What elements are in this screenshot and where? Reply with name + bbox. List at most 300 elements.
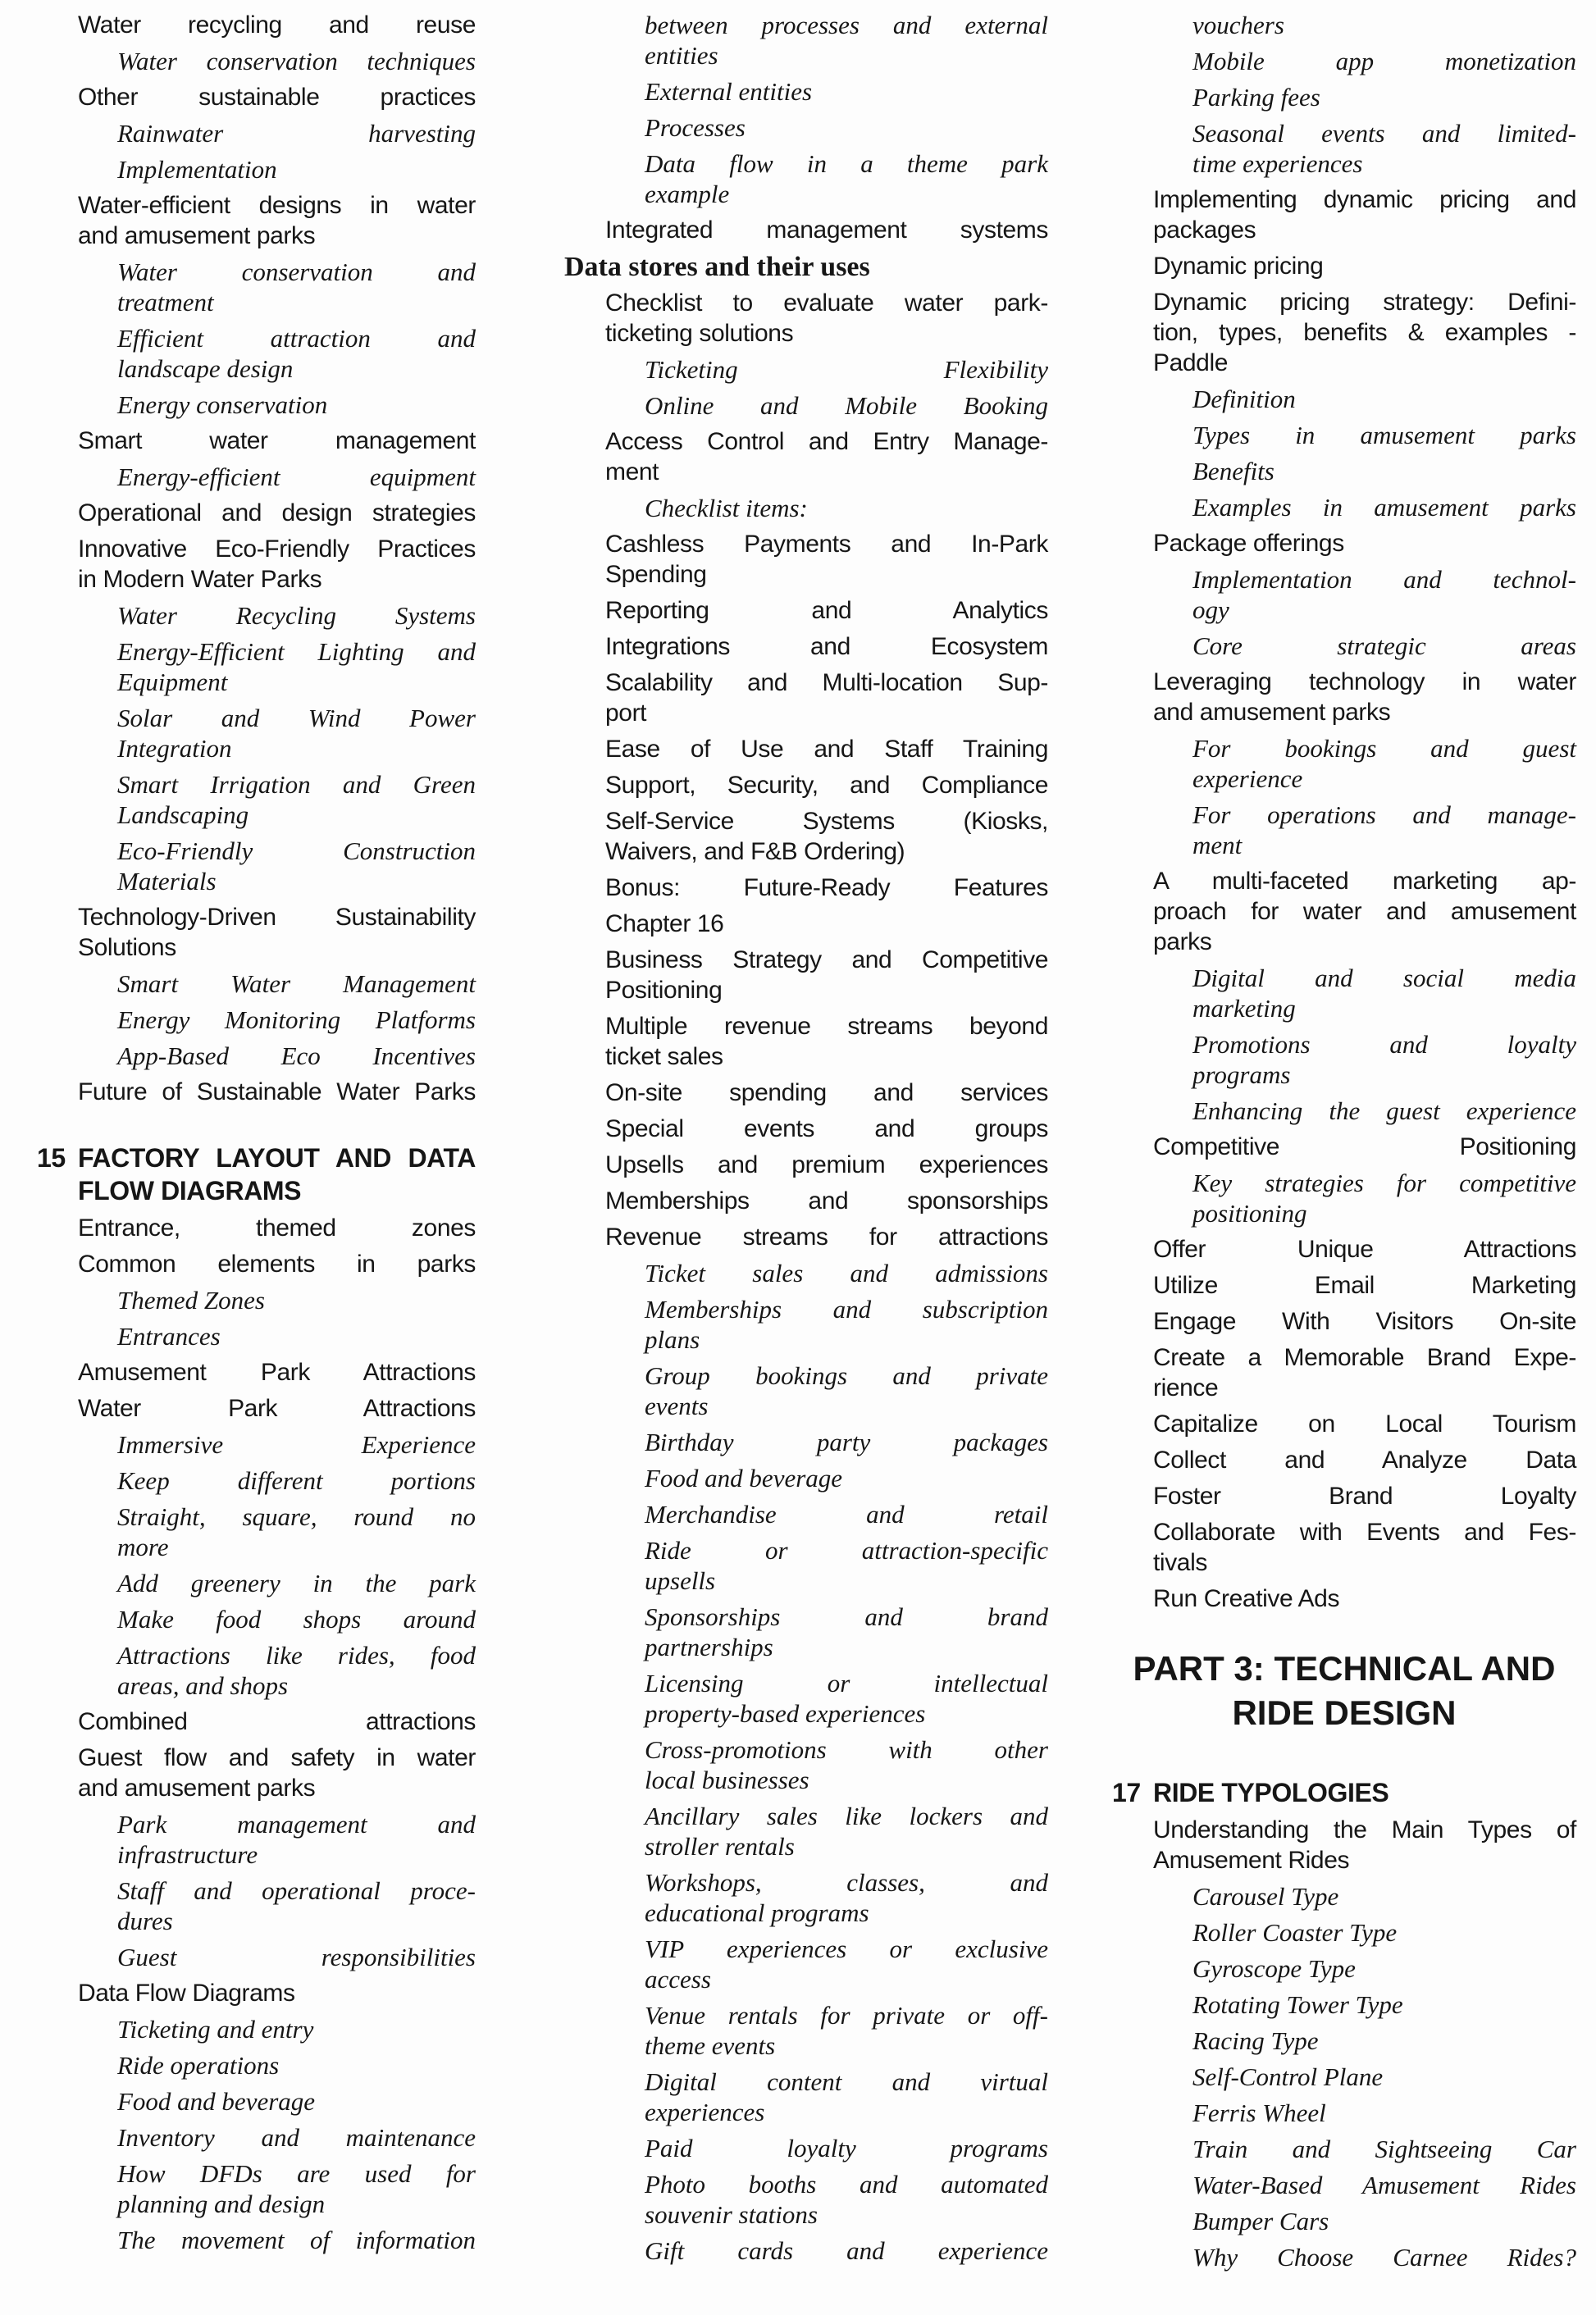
toc-line: Integration (117, 734, 232, 763)
toc-line: Food and beverage (117, 2087, 316, 2116)
toc-column-right (1112, 10, 1576, 2278)
toc-subentry (1112, 46, 1576, 76)
toc-subentry (1112, 456, 1576, 486)
toc-subentry (37, 1640, 476, 1701)
toc-subentry (37, 2158, 476, 2219)
toc-line: Racing Type (1192, 2026, 1319, 2055)
toc-subentry (1112, 2062, 1576, 2092)
toc-subentry (564, 2169, 1048, 2230)
toc-line: Business Strategy and Competitive (605, 946, 1048, 973)
toc-line: Workshops, classes, and (645, 1868, 1048, 1897)
toc-subentry (37, 636, 476, 697)
toc-line: Self-Service Systems (Kiosks, (605, 808, 1048, 835)
toc-line: Data stores and their uses (564, 252, 870, 282)
toc-line: Efficient attraction and (117, 324, 476, 353)
toc-line: Water conservation techniques (117, 47, 476, 75)
toc-line: PART 3: TECHNICAL AND (1133, 1649, 1556, 1688)
toc-line: Rainwater harvesting (117, 119, 476, 148)
toc-line: tivals (1153, 1549, 1207, 1576)
toc-line: port (605, 700, 647, 727)
toc-line: For operations and manage- (1192, 800, 1576, 829)
toc-subentry (564, 2067, 1048, 2127)
toc-subentry (37, 1041, 476, 1071)
toc-line: Ease of Use and Staff Training (605, 736, 1048, 763)
toc-line: Roller Coaster Type (1192, 1918, 1398, 1947)
toc-line: Guest responsibilities (117, 1943, 476, 1971)
toc-entry (37, 426, 476, 456)
toc-line: local businesses (645, 1766, 809, 1794)
toc-line: Mobile app monetization (1192, 47, 1576, 75)
toc-line: Materials (117, 867, 217, 895)
toc-line: Entrances (117, 1322, 221, 1351)
toc-line: Energy-Efficient Lighting and (117, 637, 476, 666)
toc-entry (1112, 667, 1576, 727)
toc-line: souvenir stations (645, 2200, 818, 2229)
toc-subentry (1112, 963, 1576, 1023)
toc-subentry (1112, 631, 1576, 661)
toc-entry (1112, 1445, 1576, 1475)
toc-line: Ticketing and entry (117, 2015, 314, 2044)
toc-line: Implementation (117, 155, 277, 184)
toc-subentry (37, 118, 476, 148)
toc-entry (564, 631, 1048, 662)
toc-line: Future of Sustainable Water Parks (78, 1078, 476, 1105)
toc-entry (37, 1249, 476, 1279)
toc-line: experiences (645, 2098, 765, 2126)
toc-line: Implementing dynamic pricing and (1153, 186, 1576, 213)
toc-line: Venue rentals for private or off- (645, 2001, 1048, 2030)
toc-line: Water Recycling Systems (117, 601, 476, 630)
toc-line: ment (1192, 831, 1243, 859)
toc-subentry (1112, 82, 1576, 112)
toc-entry (564, 529, 1048, 590)
toc-entry (37, 1357, 476, 1388)
toc-line: Bonus: Future-Ready Features (605, 874, 1048, 901)
toc-line: RIDE DESIGN (1232, 1693, 1457, 1732)
toc-subentry (1112, 2026, 1576, 2056)
toc-line: Online and Mobile Booking (645, 391, 1048, 420)
toc-line: Common elements in parks (78, 1251, 476, 1278)
toc-subentry (37, 600, 476, 631)
toc-subentry (37, 769, 476, 830)
toc-subentry (564, 1602, 1048, 1662)
toc-line: Why Choose Carnee Rides? (1192, 2243, 1576, 2272)
toc-line: Ride operations (117, 2051, 280, 2080)
toc-line: Understanding the Main Types of (1153, 1816, 1576, 1843)
toc-entry (37, 82, 476, 112)
toc-line: Special events and groups (605, 1115, 1048, 1142)
toc-subentry (1112, 1029, 1576, 1090)
toc-line: Carousel Type (1192, 1882, 1339, 1911)
toc-subentry (1112, 1917, 1576, 1948)
toc-subentry (564, 1668, 1048, 1729)
toc-subentry (1112, 800, 1576, 860)
toc-line: Eco-Friendly Construction (117, 836, 476, 865)
toc-entry (37, 1213, 476, 1243)
toc-entry (564, 1222, 1048, 1252)
toc-line: Birthday party packages (645, 1428, 1048, 1456)
toc-line: programs (1192, 1060, 1291, 1089)
toc-subentry (37, 1465, 476, 1496)
toc-line: treatment (117, 288, 214, 317)
toc-subentry (37, 1875, 476, 1936)
toc-line: Access Control and Entry Manage- (605, 428, 1048, 455)
toc-line: ticket sales (605, 1043, 723, 1070)
toc-subentry (37, 1502, 476, 1562)
toc-line: dures (117, 1907, 173, 1935)
toc-line: Key strategies for competitive (1192, 1169, 1576, 1197)
toc-line: areas, and shops (117, 1671, 289, 1700)
toc-line: Train and Sightseeing Car (1192, 2135, 1576, 2163)
toc-line: Group bookings and private (645, 1361, 1048, 1390)
toc-line: educational programs (645, 1898, 869, 1927)
toc-entry (1112, 1234, 1576, 1265)
toc-subentry (1112, 384, 1576, 414)
toc-line: ogy (1192, 595, 1229, 624)
toc-line: Attractions like rides, food (117, 1641, 476, 1670)
toc-line: Memberships and subscription (645, 1295, 1048, 1324)
toc-line: Energy conservation (117, 390, 328, 419)
toc-line: Digital content and virtual (645, 2067, 1048, 2096)
toc-subentry (564, 1294, 1048, 1355)
toc-line: Add greenery in the park (117, 1569, 476, 1597)
toc-subentry (37, 1568, 476, 1598)
toc-subentry (564, 2000, 1048, 2061)
toc-line: Scalability and Multi-location Sup- (605, 669, 1048, 696)
toc-line: FACTORY LAYOUT AND DATA (78, 1143, 476, 1173)
toc-line: Data flow in a theme park (645, 149, 1048, 178)
toc-entry (564, 288, 1048, 349)
toc-line: Revenue streams for attractions (605, 1224, 1048, 1251)
toc-line: Types in amusement parks (1192, 421, 1576, 449)
toc-line: Energy-efficient equipment (117, 463, 476, 491)
toc-line: Leveraging technology in water (1153, 668, 1576, 695)
toc-entry (564, 1011, 1048, 1072)
toc-subentry (1112, 492, 1576, 522)
toc-subentry (37, 323, 476, 384)
toc-line: in Modern Water Parks (78, 566, 322, 593)
toc-line: Straight, square, round no (117, 1502, 476, 1531)
toc-line: planning and design (117, 2190, 326, 2218)
toc-line: positioning (1192, 1199, 1307, 1228)
toc-line: Data Flow Diagrams (78, 1980, 295, 2007)
toc-subentry (37, 2050, 476, 2080)
toc-line: Water-Based Amusement Rides (1192, 2171, 1576, 2199)
toc-line: parks (1153, 928, 1212, 955)
toc-line: time experiences (1192, 149, 1363, 178)
toc-subentry (564, 2235, 1048, 2266)
toc-subentry (37, 1285, 476, 1315)
toc-entry (1112, 1584, 1576, 1614)
toc-line: Engage With Visitors On-site (1153, 1308, 1576, 1335)
toc-subentry (564, 1499, 1048, 1529)
toc-line: packages (1153, 216, 1256, 244)
toc-line: Reporting and Analytics (605, 597, 1048, 624)
toc-line: FLOW DIAGRAMS (78, 1176, 302, 1205)
toc-subentry (1112, 1168, 1576, 1228)
toc-entry (1112, 185, 1576, 245)
toc-line: Ride or attraction-specific (645, 1536, 1048, 1565)
toc-subentry (564, 2133, 1048, 2163)
toc-subentry (564, 10, 1048, 71)
toc-line: Multiple revenue streams beyond (605, 1013, 1048, 1040)
toc-line: access (645, 1965, 711, 1994)
toc-line: Sponsorships and brand (645, 1602, 1048, 1631)
toc-line: Themed Zones (117, 1286, 265, 1315)
toc-subentry (1112, 420, 1576, 450)
toc-line: Package offerings (1153, 530, 1344, 557)
toc-line: Promotions and loyalty (1192, 1030, 1576, 1059)
toc-line: Guest flow and safety in water (78, 1744, 476, 1771)
chapter-number: 17 (1112, 1778, 1141, 1807)
toc-entry (37, 10, 476, 40)
toc-entry (37, 1077, 476, 1107)
toc-subentry (1112, 733, 1576, 794)
toc-line: Gyroscope Type (1192, 1954, 1356, 1983)
toc-line: property-based experiences (645, 1699, 926, 1728)
toc-line: Support, Security, and Compliance (605, 772, 1048, 799)
toc-entry (1112, 866, 1576, 957)
toc-line: more (117, 1533, 169, 1561)
toc-entry (564, 668, 1048, 728)
toc-subentry (1112, 2242, 1576, 2272)
toc-entry (1112, 1306, 1576, 1337)
toc-line: Positioning (605, 977, 723, 1004)
toc-line: upsells (645, 1566, 716, 1595)
toc-subentry (37, 1321, 476, 1351)
toc-subentry (1112, 2170, 1576, 2200)
toc-line: vouchers (1192, 11, 1284, 39)
toc-line: Ticketing Flexibility (645, 355, 1048, 384)
toc-line: Energy Monitoring Platforms (117, 1005, 476, 1034)
toc-line: Cross-promotions with other (645, 1735, 1048, 1764)
toc-line: Entrance, themed zones (78, 1214, 476, 1242)
toc-line: rience (1153, 1374, 1219, 1401)
toc-column-left (37, 10, 476, 2261)
chapter-number: 15 (37, 1143, 66, 1173)
toc-entry (564, 595, 1048, 626)
toc-line: Water conservation and (117, 257, 476, 286)
toc-subentry (37, 46, 476, 76)
toc-subentry (564, 1801, 1048, 1862)
toc-line: Benefits (1192, 457, 1275, 485)
toc-subentry (1112, 564, 1576, 625)
toc-line: plans (645, 1325, 700, 1354)
toc-entry (564, 1150, 1048, 1180)
toc-entry (564, 426, 1048, 487)
toc-entry (1112, 1132, 1576, 1162)
toc-subentry (564, 148, 1048, 209)
toc-line: Offer Unique Attractions (1153, 1236, 1576, 1263)
toc-line: and amusement parks (1153, 699, 1391, 726)
toc-column-middle (564, 10, 1048, 2272)
toc-subentry (564, 1535, 1048, 1596)
toc-line: A multi-faceted marketing ap- (1153, 868, 1576, 895)
toc-entry (37, 190, 476, 251)
toc-line: Checklist to evaluate water park- (605, 289, 1048, 317)
toc-line: Memberships and sponsorships (605, 1187, 1048, 1214)
toc-line: Paid loyalty programs (645, 2134, 1048, 2162)
toc-entry (1112, 1270, 1576, 1301)
toc-line: Solar and Wind Power (117, 704, 476, 732)
toc-line: Combined attractions (78, 1708, 476, 1735)
toc-entry (564, 1186, 1048, 1216)
toc-line: Solutions (78, 934, 176, 961)
toc-entry (1112, 251, 1576, 281)
toc-entry (564, 909, 1048, 939)
toc-subentry (564, 1734, 1048, 1795)
toc-line: Seasonal events and limited- (1192, 119, 1576, 148)
toc-line: partnerships (645, 1633, 773, 1661)
toc-entry (564, 1114, 1048, 1144)
toc-entry (564, 734, 1048, 764)
toc-subentry (37, 1429, 476, 1460)
toc-subentry (564, 493, 1048, 523)
toc-subentry (1112, 1989, 1576, 2020)
toc-subentry (37, 462, 476, 492)
toc-line: marketing (1192, 994, 1296, 1023)
toc-subentry (37, 154, 476, 185)
toc-subentry (564, 112, 1048, 143)
toc-subentry (1112, 118, 1576, 179)
toc-line: Smart water management (78, 427, 476, 454)
toc-line: Keep different portions (117, 1466, 476, 1495)
toc-line: Examples in amusement parks (1192, 493, 1576, 522)
toc-subentry (564, 1258, 1048, 1288)
toc-subentry (1112, 1881, 1576, 1912)
toc-line: Smart Irrigation and Green (117, 770, 476, 799)
toc-subentry (37, 968, 476, 999)
toc-subentry (1112, 2206, 1576, 2236)
toc-line: Innovative Eco-Friendly Practices (78, 535, 476, 563)
toc-entry (1112, 1815, 1576, 1875)
toc-subentry (37, 1005, 476, 1035)
toc-line: Processes (645, 113, 746, 142)
toc-line: Rotating Tower Type (1192, 1990, 1403, 2019)
toc-subentry (1112, 1953, 1576, 1984)
toc-subentry (37, 2014, 476, 2044)
toc-line: Collect and Analyze Data (1153, 1447, 1576, 1474)
toc-entry (1112, 1517, 1576, 1578)
toc-line: Definition (1192, 385, 1296, 413)
toc-line: Enhancing the guest experience (1192, 1096, 1576, 1125)
toc-entry (564, 873, 1048, 903)
toc-line: Operational and design strategies (78, 499, 476, 526)
toc-line: tion, types, benefits & examples - (1153, 319, 1576, 346)
toc-line: Licensing or intellectual (645, 1669, 1048, 1698)
toc-line: Water recycling and reuse (78, 11, 476, 39)
toc-subentry (564, 1934, 1048, 1994)
toc-line: Run Creative Ads (1153, 1585, 1340, 1612)
toc-line: Bumper Cars (1192, 2207, 1329, 2235)
toc-line: Dynamic pricing (1153, 253, 1324, 280)
toc-entry (37, 1978, 476, 2008)
toc-subentry (37, 1809, 476, 1870)
toc-subentry (1112, 1096, 1576, 1126)
toc-line: Smart Water Management (117, 969, 476, 998)
toc-line: infrastructure (117, 1840, 258, 1869)
part-heading (1112, 1647, 1576, 1735)
toc-line: between processes and external (645, 11, 1048, 39)
toc-line: Merchandise and retail (645, 1500, 1048, 1529)
toc-line: Checklist items: (645, 494, 808, 522)
toc-line: Gift cards and experience (645, 2236, 1048, 2265)
toc-line: Dynamic pricing strategy: Defini- (1153, 289, 1576, 316)
toc-line: entities (645, 41, 718, 70)
toc-entry (1112, 528, 1576, 558)
toc-line: Cashless Payments and In-Park (605, 531, 1048, 558)
toc-line: Equipment (117, 668, 228, 696)
toc-subentry (37, 1604, 476, 1634)
toc-entry (564, 215, 1048, 245)
toc-subentry (37, 1942, 476, 1972)
toc-entry (37, 1743, 476, 1803)
toc-line: Food and beverage (645, 1464, 843, 1492)
toc-line: Chapter 16 (605, 910, 724, 937)
toc-subentry (564, 1360, 1048, 1421)
toc-entry (37, 1707, 476, 1737)
toc-line: Photo booths and automated (645, 2170, 1048, 2199)
toc-entry (1112, 1342, 1576, 1403)
toc-line: Foster Brand Loyalty (1153, 1483, 1576, 1510)
toc-line: External entities (645, 77, 813, 106)
toc-line: Create a Memorable Brand Expe- (1153, 1344, 1576, 1371)
toc-line: and amusement parks (78, 222, 316, 249)
toc-line: Collaborate with Events and Fes- (1153, 1519, 1576, 1546)
toc-entry (1112, 1481, 1576, 1511)
toc-line: Water Park Attractions (78, 1395, 476, 1422)
toc-subentry (37, 2225, 476, 2255)
toc-subentry (564, 1427, 1048, 1457)
toc-entry (1112, 1409, 1576, 1439)
toc-entry (1112, 287, 1576, 378)
toc-subentry (564, 1463, 1048, 1493)
toc-line: Ferris Wheel (1192, 2099, 1326, 2127)
toc-line: proach for water and amusement (1153, 898, 1576, 925)
toc-line: RIDE TYPOLOGIES (1153, 1778, 1389, 1807)
toc-line: Amusement Park Attractions (78, 1359, 476, 1386)
toc-line: For bookings and guest (1192, 734, 1576, 763)
toc-line: Make food shops around (117, 1605, 476, 1634)
toc-line: Integrations and Ecosystem (605, 633, 1048, 660)
toc-line: Self-Control Plane (1192, 2062, 1384, 2091)
toc-subentry (37, 2086, 476, 2117)
toc-line: Utilize Email Marketing (1153, 1272, 1576, 1299)
toc-line: The movement of information (117, 2226, 476, 2254)
toc-line: Immersive Experience (117, 1430, 476, 1459)
toc-line: Inventory and maintenance (117, 2123, 476, 2152)
toc-entry (564, 770, 1048, 800)
toc-line: Water-efficient designs in water (78, 192, 476, 219)
toc-entry (37, 902, 476, 963)
toc-line: How DFDs are used for (117, 2159, 476, 2188)
section-heading (564, 252, 1048, 282)
toc-entry (564, 945, 1048, 1005)
toc-subentry (564, 1867, 1048, 1928)
toc-line: Competitive Positioning (1153, 1133, 1576, 1160)
toc-line: On-site spending and services (605, 1079, 1048, 1106)
toc-line: landscape design (117, 354, 294, 383)
toc-entry (37, 534, 476, 595)
toc-line: Ancillary sales like lockers and (645, 1802, 1048, 1830)
toc-line: theme events (645, 2031, 776, 2060)
toc-entry (564, 1078, 1048, 1108)
toc-line: experience (1192, 764, 1303, 793)
toc-subentry (1112, 2134, 1576, 2164)
toc-line: ticketing solutions (605, 320, 794, 347)
toc-line: and amusement parks (78, 1775, 316, 1802)
toc-subentry (564, 390, 1048, 421)
